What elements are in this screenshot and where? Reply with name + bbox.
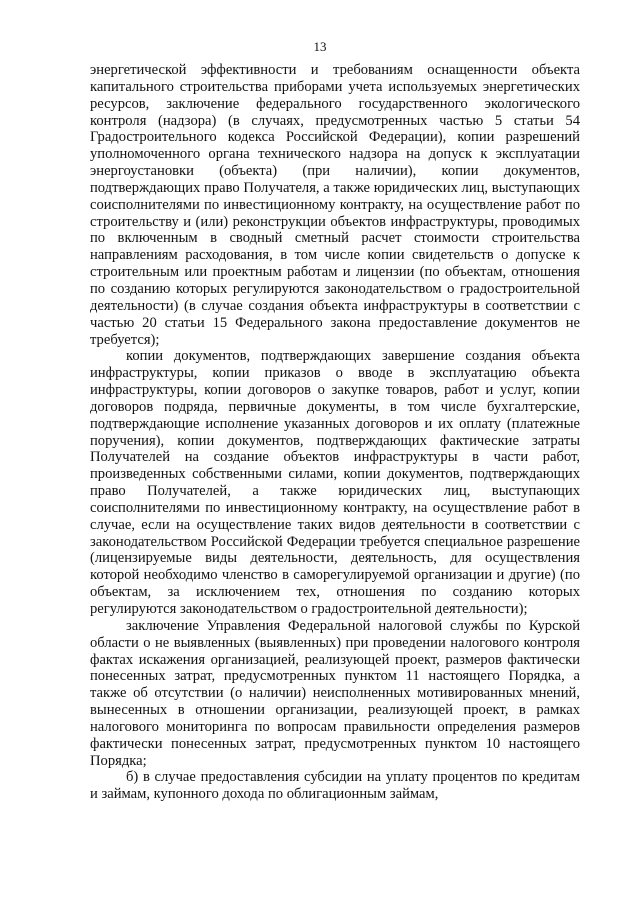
- paragraph-tax-conclusion: заключение Управления Федеральной налоговой службы по Курской области о не выявленных (выявленных) при проведении налогового контроля фактах искажения организацией, реализующей проект, размеров фактически понесенных затрат, предусмотренных пунктом 11 настоящего Порядка, а также об отсутствии (о наличии) неисполненных мотивированных мнений, вынесенных в отношении организации, реализующей проект, в рамках налогового мониторинга по вопросам правильности определения размеров фактически понесенных затрат, предусмотренных пунктом 10 настоящего Порядка;: [90, 617, 580, 769]
- page-number: 13: [313, 39, 327, 54]
- document-body: [90, 62, 580, 803]
- paragraph-completion-documents: копии документов, подтверждающих завершение создания объекта инфраструктуры, копии приказов о вводе в эксплуатацию объекта инфраструктуры, копии договоров о закупке товаров, работ и услуг, копии договоров подряда, первичные документы, в том числе бухгалтерские, подтверждающие исполнение указанных договоров и их оплату (платежные поручения), копии документов, подтверждающих фактические затраты Получателей на создание объектов инфраструктуры в части работ, произведенных собственными силами, копии документов, подтверждающих право Получателей, а также юридических лиц, выступающих соисполнителями по инвестиционному контракту, на осуществление работ в случае, если на осуществление таких видов деятельности в соответствии с законодательством Российской Федерации требуется специальное разрешение (лицензируемые виды деятельности, деятельность, для осуществления которой необходимо членство в саморегулируемой организации и другие) (по объектам, за исключением тех, отношения по созданию которых регулируются законодательством о градостроительной деятельности);: [90, 348, 580, 617]
- paragraph-subsidy-item-b: б) в случае предоставления субсидии на уплату процентов по кредитам и займам, купонного дохода по облигационным займам,: [90, 769, 580, 803]
- paragraph-continued: энергетической эффективности и требованиям оснащенности объекта капитального строительства приборами учета используемых энергетических ресурсов, заключение федерального государственного экологического контроля (надзора) (в случаях, предусмотренных частью 5 статьи 54 Градостроительного кодекса Российской Федерации), копии разрешений уполномоченного органа технического надзора на допуск к эксплуатации энергоустановки (объекта) (при наличии), копии документов, подтверждающих право Получателя, а также юридических лиц, выступающих соисполнителями по инвестиционному контракту, на осуществление работ по строительству и (или) реконструкции объектов инфраструктуры, проводимых по включенным в сводный сметный расчет стоимости строительства направлениям расходования, в том числе копии свидетельств о допуске к строительным или проектным работам и лицензии (по объектам, отношения по созданию которых регулируются законодательством о градостроительной деятельности) (в случае создания объекта инфраструктуры в соответствии с частью 20 статьи 15 Федерального закона предоставление документов не требуется);: [90, 62, 580, 348]
